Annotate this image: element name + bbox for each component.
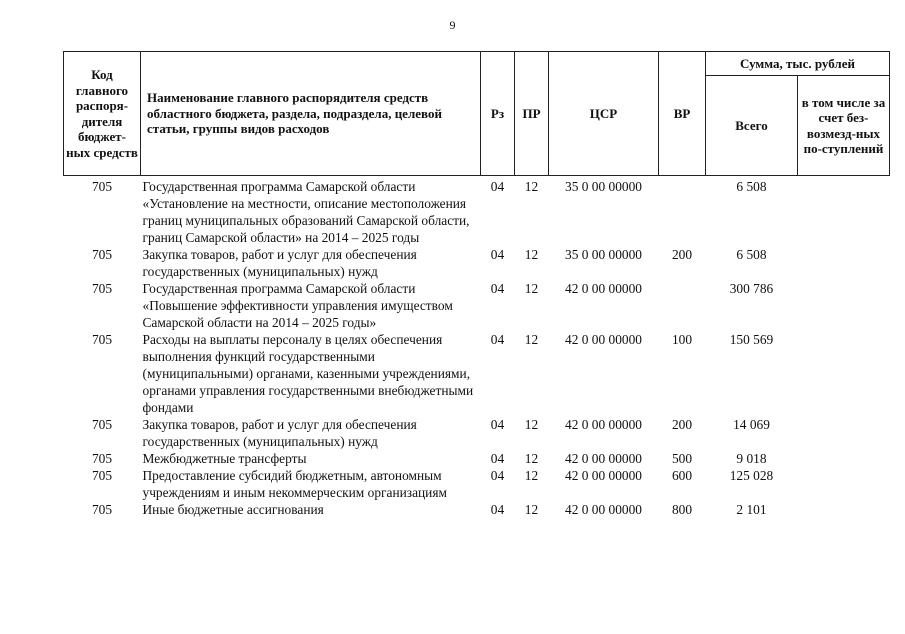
cell-csr: 42 0 00 00000 xyxy=(565,468,642,483)
header-grants: в том числе за счет без-возмезд-ных по-ступлений xyxy=(798,76,890,176)
cell-grants xyxy=(798,450,890,467)
cell-csr: 35 0 00 00000 xyxy=(565,179,642,194)
cell-total: 150 569 xyxy=(729,332,774,347)
header-vr: ВР xyxy=(659,52,706,176)
table-row xyxy=(64,176,890,247)
cell-vr xyxy=(659,176,706,247)
cell-rz: 04 xyxy=(490,281,505,296)
table-row xyxy=(64,467,890,501)
cell-code: 705 xyxy=(91,179,113,194)
cell-name: Расходы на выплаты персоналу в целях обеспечения выполнения функций государственными (муниципальными) органами, казенными учреждениями, органами управления государственными внебюджетными фондами xyxy=(142,332,474,415)
cell-total: 6 508 xyxy=(736,247,767,262)
cell-name: Предоставление субсидий бюджетным, автономным учреждениям и иным некоммерческим организациям xyxy=(142,468,447,500)
cell-name: Межбюджетные трансферты xyxy=(142,451,307,466)
cell-csr: 42 0 00 00000 xyxy=(565,451,642,466)
cell-grants xyxy=(798,416,890,450)
cell-code: 705 xyxy=(91,502,113,517)
table-row xyxy=(64,450,890,467)
cell-code: 705 xyxy=(91,468,113,483)
cell-code: 705 xyxy=(91,281,113,296)
cell-pr: 12 xyxy=(524,179,539,194)
cell-csr: 42 0 00 00000 xyxy=(565,281,642,296)
header-rz: Рз xyxy=(481,52,515,176)
table-row xyxy=(64,501,890,518)
cell-vr: 500 xyxy=(671,451,693,466)
cell-grants xyxy=(798,331,890,416)
cell-pr: 12 xyxy=(524,332,539,347)
cell-code: 705 xyxy=(91,332,113,347)
table-header xyxy=(64,52,890,176)
cell-rz: 04 xyxy=(490,502,505,517)
cell-total: 2 101 xyxy=(736,502,767,517)
cell-csr: 42 0 00 00000 xyxy=(565,417,642,432)
cell-vr xyxy=(659,280,706,331)
cell-csr: 35 0 00 00000 xyxy=(565,247,642,262)
cell-code: 705 xyxy=(91,417,113,432)
cell-vr: 200 xyxy=(671,417,693,432)
page-number: 9 xyxy=(449,18,456,32)
table-row xyxy=(64,246,890,280)
cell-pr: 12 xyxy=(524,281,539,296)
header-sum: Сумма, тыс. рублей xyxy=(706,52,890,76)
cell-name: Закупка товаров, работ и услуг для обеспечения государственных (муниципальных) нужд xyxy=(142,417,417,449)
cell-grants xyxy=(798,246,890,280)
cell-pr: 12 xyxy=(524,247,539,262)
cell-vr: 100 xyxy=(671,332,693,347)
cell-rz: 04 xyxy=(490,451,505,466)
header-total: Всего xyxy=(706,76,798,176)
cell-csr: 42 0 00 00000 xyxy=(565,332,642,347)
cell-rz: 04 xyxy=(490,332,505,347)
cell-grants xyxy=(798,176,890,247)
cell-grants xyxy=(798,501,890,518)
cell-code: 705 xyxy=(91,247,113,262)
cell-total: 125 028 xyxy=(729,468,774,483)
table-row xyxy=(64,280,890,331)
table-body xyxy=(64,176,890,519)
table-row xyxy=(64,331,890,416)
header-name: Наименование главного распорядителя средств областного бюджета, раздела, подраздела, целевой статьи, группы видов расходов xyxy=(141,52,481,176)
cell-csr: 42 0 00 00000 xyxy=(565,502,642,517)
cell-name: Закупка товаров, работ и услуг для обеспечения государственных (муниципальных) нужд xyxy=(142,247,417,279)
cell-vr: 200 xyxy=(671,247,693,262)
cell-code: 705 xyxy=(91,451,113,466)
cell-total: 14 069 xyxy=(733,417,770,432)
cell-grants xyxy=(798,467,890,501)
cell-rz: 04 xyxy=(490,179,505,194)
cell-vr: 800 xyxy=(671,502,693,517)
cell-rz: 04 xyxy=(490,247,505,262)
cell-rz: 04 xyxy=(490,468,505,483)
cell-total: 300 786 xyxy=(729,281,774,296)
cell-name: Государственная программа Самарской области «Повышение эффективности управления имуществом Самарской области на 2014 – 2025 годы» xyxy=(142,281,453,330)
cell-pr: 12 xyxy=(524,468,539,483)
cell-pr: 12 xyxy=(524,417,539,432)
cell-grants xyxy=(798,280,890,331)
table-row xyxy=(64,416,890,450)
cell-rz: 04 xyxy=(490,417,505,432)
cell-name: Иные бюджетные ассигнования xyxy=(142,502,324,517)
cell-name: Государственная программа Самарской области «Установление на местности, описание местоположения границ муниципальных образований Самарской области, границ Самарской области» на 2014 – 2025 годы xyxy=(142,179,470,245)
cell-total: 6 508 xyxy=(736,179,767,194)
header-csr: ЦСР xyxy=(549,52,659,176)
budget-table xyxy=(63,51,890,518)
cell-total: 9 018 xyxy=(736,451,767,466)
cell-pr: 12 xyxy=(524,502,539,517)
header-code: Код главного распоря-дителя бюджет-ных средств xyxy=(64,52,141,176)
cell-pr: 12 xyxy=(524,451,539,466)
cell-vr: 600 xyxy=(671,468,693,483)
header-pr: ПР xyxy=(515,52,549,176)
